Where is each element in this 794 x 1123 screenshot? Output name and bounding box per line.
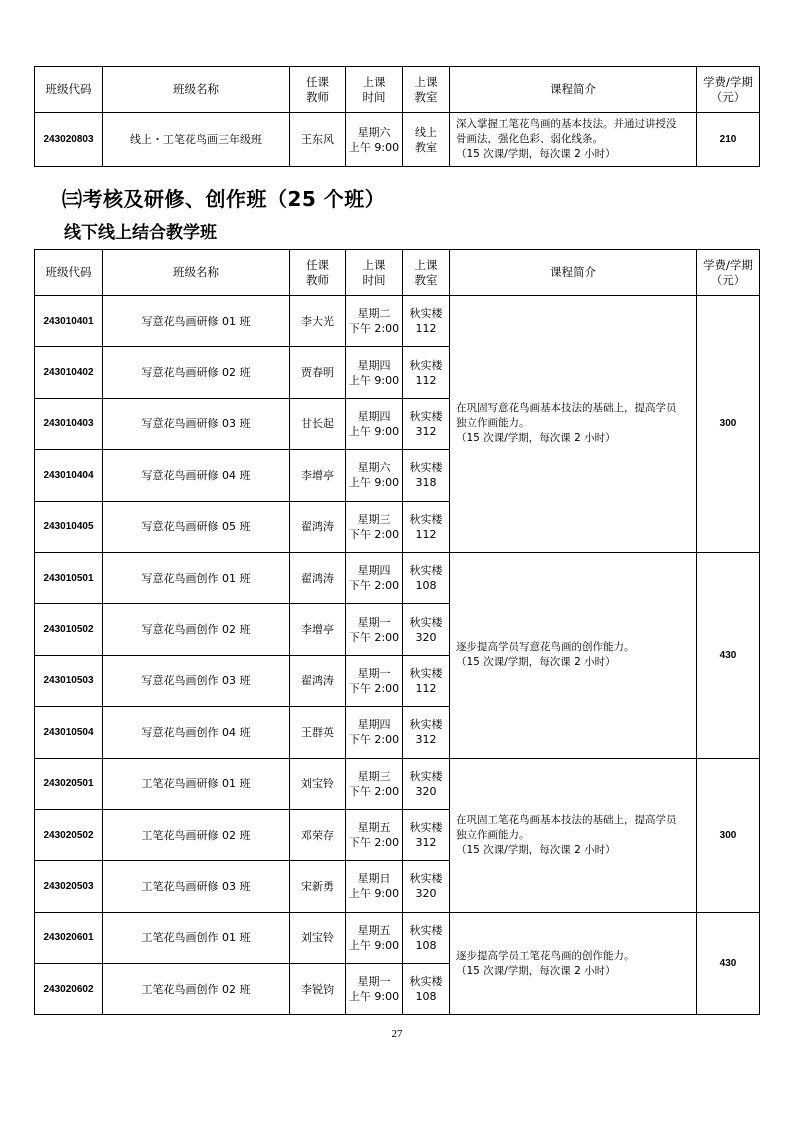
header-time: 上课 时间 (346, 250, 403, 296)
class-name: 写意花鸟画研修 02 班 (103, 347, 290, 398)
class-name: 线上・工笔花鸟画三年级班 (103, 113, 290, 167)
classroom: 秋实楼 108 (403, 912, 450, 963)
classroom: 秋实楼 112 (403, 296, 450, 347)
class-name: 写意花鸟画研修 05 班 (103, 501, 290, 552)
class-code: 243020601 (35, 912, 103, 963)
header-intro: 课程简介 (450, 250, 697, 296)
class-name: 写意花鸟画创作 04 班 (103, 707, 290, 758)
header-fee: 学费/学期 （元） (697, 67, 760, 113)
teacher: 贾春明 (290, 347, 346, 398)
table-row (35, 113, 760, 167)
teacher: 李锐钧 (290, 964, 346, 1015)
class-code: 243010502 (35, 604, 103, 655)
class-name: 写意花鸟画研修 04 班 (103, 450, 290, 501)
research-creation-class-table (34, 249, 760, 1015)
tuition-fee: 300 (697, 296, 760, 553)
table-row (35, 912, 760, 963)
subsection-title: 线下线上结合教学班 (64, 223, 217, 243)
class-time: 星期一 上午 9:00 (346, 964, 403, 1015)
class-name: 工笔花鸟画创作 01 班 (103, 912, 290, 963)
class-code: 243010401 (35, 296, 103, 347)
class-code: 243010403 (35, 398, 103, 449)
teacher: 刘宝铃 (290, 912, 346, 963)
class-code: 243020602 (35, 964, 103, 1015)
class-name: 工笔花鸟画研修 03 班 (103, 861, 290, 912)
class-code: 243010504 (35, 707, 103, 758)
header-fee: 学费/学期 （元） (697, 250, 760, 296)
table-row (35, 296, 760, 347)
course-intro: 在巩固工笔花鸟画基本技法的基础上，提高学员 独立作画能力。 （15 次课/学期，每次课 2 小时） (450, 758, 697, 912)
class-code: 243020803 (35, 113, 103, 167)
class-time: 星期四 下午 2:00 (346, 552, 403, 603)
course-intro: 逐步提高学员工笔花鸟画的创作能力。 （15 次课/学期，每次课 2 小时） (450, 912, 697, 1015)
teacher: 宋新勇 (290, 861, 346, 912)
online-class-table (34, 66, 760, 167)
teacher: 李大光 (290, 296, 346, 347)
teacher: 李增亭 (290, 450, 346, 501)
table-header-row (35, 250, 760, 296)
class-time: 星期三 下午 2:00 (346, 501, 403, 552)
class-time: 星期四 下午 2:00 (346, 707, 403, 758)
teacher: 李增亭 (290, 604, 346, 655)
header-class-code: 班级代码 (35, 250, 103, 296)
teacher: 甘长起 (290, 398, 346, 449)
class-time: 星期五 下午 2:00 (346, 809, 403, 860)
classroom: 秋实楼 320 (403, 604, 450, 655)
class-time: 星期四 上午 9:00 (346, 347, 403, 398)
course-intro: 逐步提高学员写意花鸟画的创作能力。 （15 次课/学期，每次课 2 小时） (450, 552, 697, 758)
class-time: 星期六 上午 9:00 (346, 450, 403, 501)
teacher: 翟鸿涛 (290, 655, 346, 706)
classroom: 秋实楼 108 (403, 964, 450, 1015)
class-name: 写意花鸟画创作 01 班 (103, 552, 290, 603)
page-number: 27 (391, 1028, 403, 1040)
teacher: 翟鸿涛 (290, 501, 346, 552)
header-teacher: 任课 教师 (290, 67, 346, 113)
classroom: 秋实楼 312 (403, 398, 450, 449)
table-row (35, 758, 760, 809)
header-time: 上课 时间 (346, 67, 403, 113)
tuition-fee: 300 (697, 758, 760, 912)
class-code: 243020503 (35, 861, 103, 912)
class-name: 工笔花鸟画创作 02 班 (103, 964, 290, 1015)
class-name: 工笔花鸟画研修 01 班 (103, 758, 290, 809)
class-name: 写意花鸟画创作 02 班 (103, 604, 290, 655)
tuition-fee: 430 (697, 912, 760, 1015)
teacher: 王东风 (290, 113, 346, 167)
table-row (35, 552, 760, 603)
class-code: 243010501 (35, 552, 103, 603)
class-time: 星期一 下午 2:00 (346, 655, 403, 706)
teacher: 刘宝铃 (290, 758, 346, 809)
class-time: 星期一 下午 2:00 (346, 604, 403, 655)
classroom: 秋实楼 112 (403, 347, 450, 398)
class-time: 星期三 下午 2:00 (346, 758, 403, 809)
header-intro: 课程简介 (450, 67, 697, 113)
classroom: 秋实楼 112 (403, 655, 450, 706)
teacher: 邓荣存 (290, 809, 346, 860)
course-intro: 在巩固写意花鸟画基本技法的基础上，提高学员 独立作画能力。 （15 次课/学期，每次课 2 小时） (450, 296, 697, 553)
course-intro: 深入掌握工笔花鸟画的基本技法。并通过讲授没 骨画法，强化色彩、弱化线条。 （15 次课/学期，每次课 2 小时） (450, 113, 697, 167)
classroom: 秋实楼 318 (403, 450, 450, 501)
tuition-fee: 210 (697, 113, 760, 167)
class-time: 星期五 上午 9:00 (346, 912, 403, 963)
class-code: 243020502 (35, 809, 103, 860)
class-code: 243010404 (35, 450, 103, 501)
tuition-fee: 430 (697, 552, 760, 758)
header-class-name: 班级名称 (103, 67, 290, 113)
table-header-row (35, 67, 760, 113)
class-name: 写意花鸟画研修 03 班 (103, 398, 290, 449)
header-class-code: 班级代码 (35, 67, 103, 113)
header-teacher: 任课 教师 (290, 250, 346, 296)
header-class-name: 班级名称 (103, 250, 290, 296)
classroom: 秋实楼 312 (403, 809, 450, 860)
section-title: ㈢考核及研修、创作班（25 个班） (62, 187, 386, 211)
teacher: 翟鸿涛 (290, 552, 346, 603)
teacher: 王群英 (290, 707, 346, 758)
class-name: 工笔花鸟画研修 02 班 (103, 809, 290, 860)
class-code: 243010405 (35, 501, 103, 552)
classroom: 秋实楼 112 (403, 501, 450, 552)
classroom: 秋实楼 312 (403, 707, 450, 758)
classroom: 线上 教室 (403, 113, 450, 167)
class-time: 星期四 上午 9:00 (346, 398, 403, 449)
classroom: 秋实楼 108 (403, 552, 450, 603)
class-name: 写意花鸟画创作 03 班 (103, 655, 290, 706)
class-time: 星期日 上午 9:00 (346, 861, 403, 912)
class-code: 243010503 (35, 655, 103, 706)
classroom: 秋实楼 320 (403, 758, 450, 809)
class-time: 星期二 下午 2:00 (346, 296, 403, 347)
classroom: 秋实楼 320 (403, 861, 450, 912)
class-code: 243020501 (35, 758, 103, 809)
class-name: 写意花鸟画研修 01 班 (103, 296, 290, 347)
class-code: 243010402 (35, 347, 103, 398)
header-room: 上课 教室 (403, 67, 450, 113)
class-time: 星期六 上午 9:00 (346, 113, 403, 167)
header-room: 上课 教室 (403, 250, 450, 296)
